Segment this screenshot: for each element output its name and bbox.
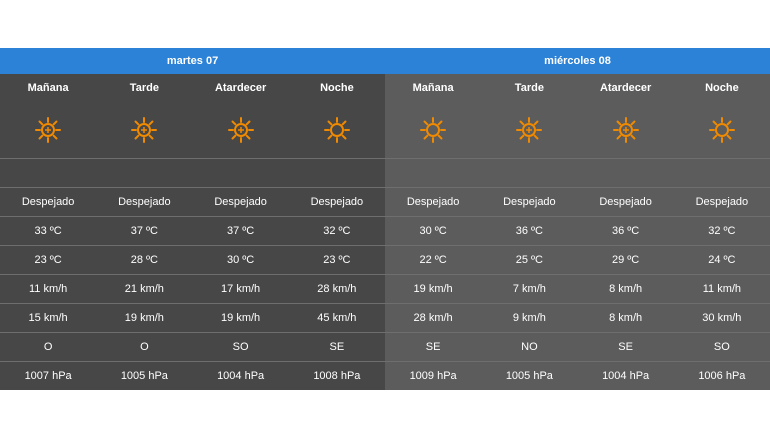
day-header: martes 07 bbox=[0, 48, 385, 74]
sky-condition-cell: Despejado bbox=[578, 188, 674, 217]
wind-gust-cell: 9 km/h bbox=[481, 304, 577, 333]
wind-direction-cell: SO bbox=[193, 333, 289, 362]
period-label: Atardecer bbox=[193, 74, 289, 102]
sun-icon bbox=[228, 117, 254, 143]
period-label: Noche bbox=[674, 74, 770, 102]
sun-icon bbox=[613, 117, 639, 143]
wind-gust-cell: 8 km/h bbox=[578, 304, 674, 333]
temperature-cell: 33 ºC bbox=[0, 217, 96, 246]
wind-speed-cell: 28 km/h bbox=[289, 275, 385, 304]
period-label: Mañana bbox=[0, 74, 96, 102]
sun-icon bbox=[35, 117, 61, 143]
sky-condition-cell: Despejado bbox=[289, 188, 385, 217]
weather-icon-cell bbox=[481, 102, 577, 159]
period-label: Tarde bbox=[96, 74, 192, 102]
pressure-cell: 1007 hPa bbox=[0, 362, 96, 391]
min-temperature-cell: 29 ºC bbox=[578, 246, 674, 275]
wind-direction-cell: SE bbox=[289, 333, 385, 362]
sky-condition-cell: Despejado bbox=[96, 188, 192, 217]
wind-direction-cell: SO bbox=[674, 333, 770, 362]
wind-speed-cell: 11 km/h bbox=[674, 275, 770, 304]
wind-gust-cell: 15 km/h bbox=[0, 304, 96, 333]
pressure-cell: 1009 hPa bbox=[385, 362, 481, 391]
temperature-cell: 36 ºC bbox=[481, 217, 577, 246]
min-temperature-cell: 24 ºC bbox=[674, 246, 770, 275]
sun-icon bbox=[516, 117, 542, 143]
sky-condition-cell: Despejado bbox=[674, 188, 770, 217]
pressure-cell: 1006 hPa bbox=[674, 362, 770, 391]
wind-gust-cell: 45 km/h bbox=[289, 304, 385, 333]
empty-cell bbox=[385, 159, 770, 188]
sun-icon bbox=[420, 117, 446, 143]
period-label: Mañana bbox=[385, 74, 481, 102]
wind-speed-cell: 11 km/h bbox=[0, 275, 96, 304]
temperature-cell: 36 ºC bbox=[578, 217, 674, 246]
min-temperature-cell: 22 ºC bbox=[385, 246, 481, 275]
weather-icon-cell bbox=[385, 102, 481, 159]
sky-condition-cell: Despejado bbox=[193, 188, 289, 217]
temperature-cell: 32 ºC bbox=[674, 217, 770, 246]
min-temperature-cell: 25 ºC bbox=[481, 246, 577, 275]
weather-icon-cell bbox=[578, 102, 674, 159]
min-temperature-cell: 30 ºC bbox=[193, 246, 289, 275]
pressure-cell: 1004 hPa bbox=[193, 362, 289, 391]
period-label: Tarde bbox=[481, 74, 577, 102]
forecast-table bbox=[0, 48, 770, 390]
weather-icon-cell bbox=[289, 102, 385, 159]
period-label: Atardecer bbox=[578, 74, 674, 102]
min-temperature-cell: 23 ºC bbox=[289, 246, 385, 275]
pressure-cell: 1005 hPa bbox=[96, 362, 192, 391]
wind-direction-cell: SE bbox=[578, 333, 674, 362]
sky-condition-cell: Despejado bbox=[0, 188, 96, 217]
min-temperature-cell: 23 ºC bbox=[0, 246, 96, 275]
wind-gust-cell: 19 km/h bbox=[96, 304, 192, 333]
wind-speed-cell: 17 km/h bbox=[193, 275, 289, 304]
wind-direction-cell: SE bbox=[385, 333, 481, 362]
wind-speed-cell: 8 km/h bbox=[578, 275, 674, 304]
wind-direction-cell: O bbox=[96, 333, 192, 362]
pressure-cell: 1005 hPa bbox=[481, 362, 577, 391]
wind-direction-cell: NO bbox=[481, 333, 577, 362]
day-header: miércoles 08 bbox=[385, 48, 770, 74]
wind-speed-cell: 21 km/h bbox=[96, 275, 192, 304]
wind-speed-cell: 7 km/h bbox=[481, 275, 577, 304]
sun-icon bbox=[324, 117, 350, 143]
sky-condition-cell: Despejado bbox=[481, 188, 577, 217]
sun-icon bbox=[709, 117, 735, 143]
pressure-cell: 1004 hPa bbox=[578, 362, 674, 391]
temperature-cell: 37 ºC bbox=[193, 217, 289, 246]
temperature-cell: 32 ºC bbox=[289, 217, 385, 246]
weather-icon-cell bbox=[0, 102, 96, 159]
min-temperature-cell: 28 ºC bbox=[96, 246, 192, 275]
temperature-cell: 30 ºC bbox=[385, 217, 481, 246]
sky-condition-cell: Despejado bbox=[385, 188, 481, 217]
wind-gust-cell: 28 km/h bbox=[385, 304, 481, 333]
weather-icon-cell bbox=[96, 102, 192, 159]
temperature-cell: 37 ºC bbox=[96, 217, 192, 246]
wind-direction-cell: O bbox=[0, 333, 96, 362]
pressure-cell: 1008 hPa bbox=[289, 362, 385, 391]
wind-speed-cell: 19 km/h bbox=[385, 275, 481, 304]
sun-icon bbox=[131, 117, 157, 143]
period-label: Noche bbox=[289, 74, 385, 102]
weather-icon-cell bbox=[193, 102, 289, 159]
weather-icon-cell bbox=[674, 102, 770, 159]
wind-gust-cell: 19 km/h bbox=[193, 304, 289, 333]
wind-gust-cell: 30 km/h bbox=[674, 304, 770, 333]
empty-cell bbox=[0, 159, 385, 188]
